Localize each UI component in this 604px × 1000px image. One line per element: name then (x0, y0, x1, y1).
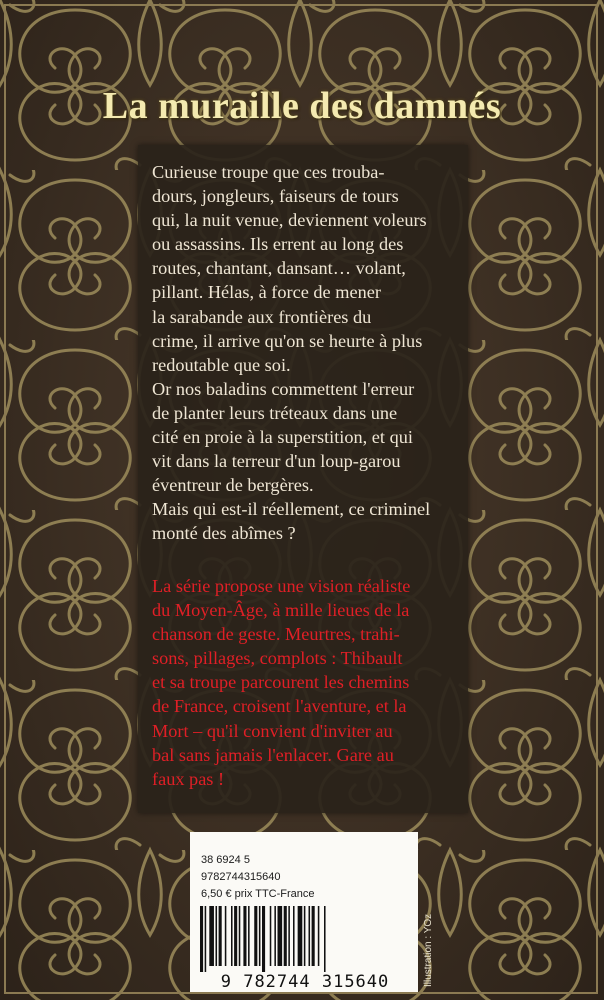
barcode-bar (298, 906, 303, 966)
book-title: La muraille des damnés (102, 85, 502, 127)
barcode-bar (225, 906, 227, 966)
barcode-bar (304, 906, 306, 966)
barcode-bar (278, 906, 283, 966)
barcode-bar (288, 906, 290, 966)
barcode-icon (198, 906, 412, 972)
barcode-bar (312, 906, 315, 966)
barcode-bar (234, 906, 237, 966)
barcode-bar (284, 906, 287, 966)
barcode-bar (200, 906, 203, 972)
barcode-bar (248, 906, 250, 966)
barcode-bar (231, 906, 233, 966)
barcode-bar (318, 906, 320, 966)
barcode-bar (259, 906, 261, 966)
barcode-bar (239, 906, 241, 966)
barcode-bar (254, 906, 257, 966)
barcode-bar (205, 906, 207, 972)
barcode-bar (262, 906, 265, 972)
barcode-digits: 9 782744 315640 (220, 972, 390, 992)
barcode-bar (274, 906, 276, 966)
barcode-bar (209, 906, 214, 966)
barcode-bar (243, 906, 246, 966)
barcode-bar (216, 906, 218, 966)
barcode-bar (219, 906, 222, 966)
product-code: 38 6924 5 (201, 854, 250, 866)
book-blurb: Curieuse troupe que ces trouba- dours, jongleurs, faiseurs de tours qui, la nuit venue, deviennent voleurs ou assassins. Ils errent au long des routes, chantant, dansant… volant, pillant. Hélas, à force de mener la sarabande aux frontières du crime, il arrive qu'on se heurte à plus redoutable que soi. Or nos baladins commettent l'erreur de planter leurs tréteaux dans une cité en proie à la superstition, et qui vit dans la terreur d'un loup-garou éventreur de bergères. Mais qui est-il réellement, ce criminel monté des abîmes ? (152, 162, 431, 544)
illustration-credit: Illustration : YOz (423, 913, 434, 987)
barcode-bar (324, 906, 326, 972)
series-description: La série propose une vision réaliste du Moyen-Âge, à mille lieues de la chanson de geste. Meurtres, trahi- sons, pillages, complots : Thibault et sa troupe parcourent les chemins de France, croisent l'aventure, et la Mort – qu'il convient d'inviter au bal sans jamais l'enlacer. Gare au faux pas ! (152, 576, 411, 789)
barcode-bar (293, 906, 295, 966)
price: 6,50 € prix TTC-France (201, 888, 315, 900)
barcode-bar (309, 906, 311, 966)
barcode-bar (270, 906, 272, 966)
isbn-number: 9782744315640 (201, 871, 281, 883)
